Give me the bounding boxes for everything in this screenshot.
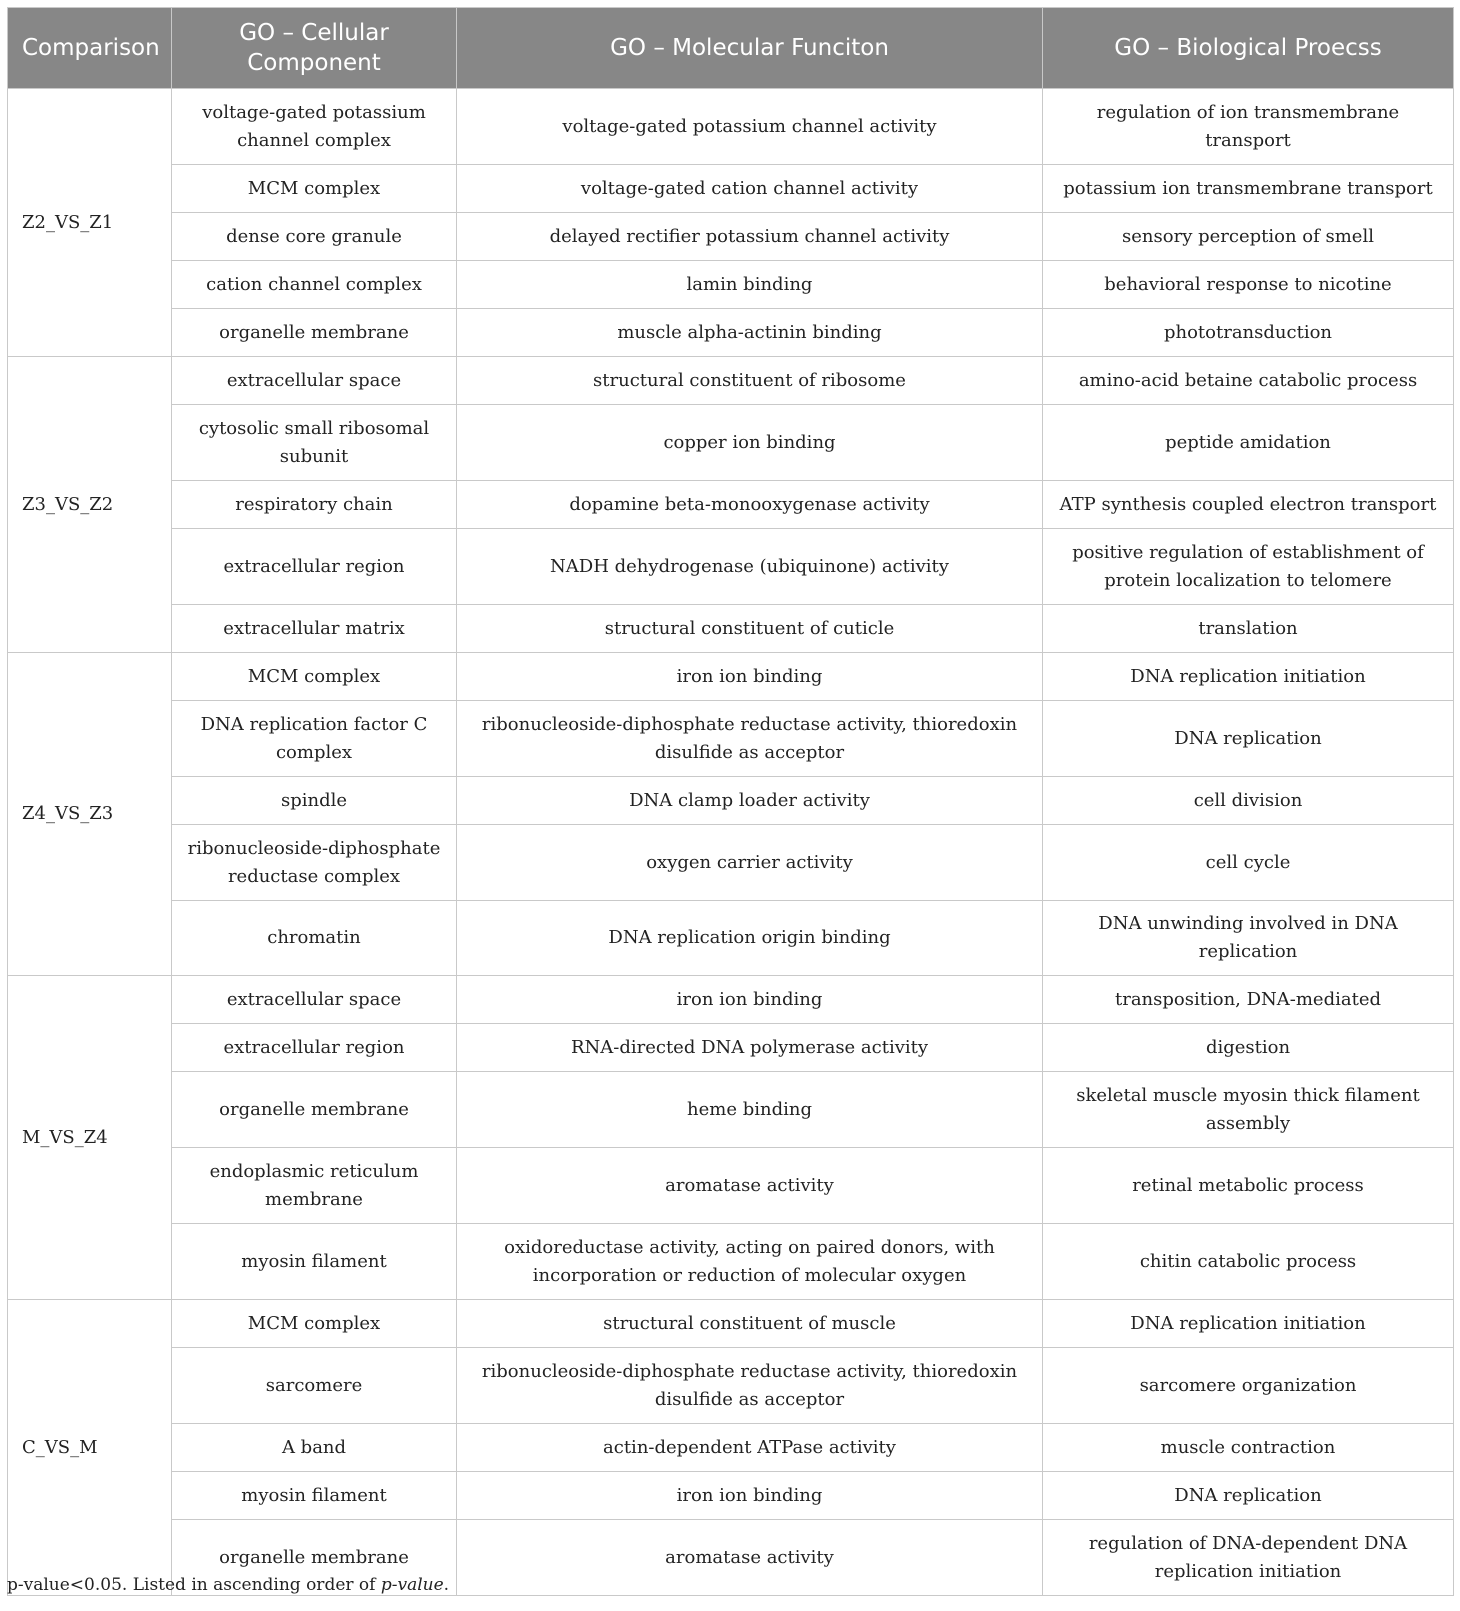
molecular-function-cell: voltage-gated cation channel activity <box>457 165 1043 213</box>
header-biological-process: GO – Biological Proecss <box>1043 8 1454 89</box>
cellular-component-cell: organelle membrane <box>172 309 457 357</box>
comparison-cell: Z3_VS_Z2 <box>8 357 172 653</box>
biological-process-cell: translation <box>1043 605 1454 653</box>
cellular-component-cell: extracellular matrix <box>172 605 457 653</box>
footnote-text: p-value<0.05. Listed in ascending order of <box>7 1575 381 1595</box>
cellular-component-cell: cytosolic small ribosomal subunit <box>172 405 457 481</box>
cellular-component-cell: extracellular region <box>172 1024 457 1072</box>
molecular-function-cell: aromatase activity <box>457 1148 1043 1224</box>
table-row <box>8 1148 1454 1224</box>
biological-process-cell: transposition, DNA-mediated <box>1043 976 1454 1024</box>
biological-process-cell: DNA replication <box>1043 1472 1454 1520</box>
table-row <box>8 1072 1454 1148</box>
biological-process-cell: retinal metabolic process <box>1043 1148 1454 1224</box>
comparison-cell: M_VS_Z4 <box>8 976 172 1300</box>
table-row <box>8 357 1454 405</box>
biological-process-cell: peptide amidation <box>1043 405 1454 481</box>
table-row <box>8 653 1454 701</box>
cellular-component-cell: ribonucleoside-diphosphate reductase complex <box>172 825 457 901</box>
header-molecular-function: GO – Molecular Funciton <box>457 8 1043 89</box>
comparison-cell: Z2_VS_Z1 <box>8 89 172 357</box>
biological-process-cell: DNA replication <box>1043 701 1454 777</box>
cellular-component-cell: organelle membrane <box>172 1072 457 1148</box>
table-row <box>8 165 1454 213</box>
molecular-function-cell: structural constituent of muscle <box>457 1300 1043 1348</box>
molecular-function-cell: NADH dehydrogenase (ubiquinone) activity <box>457 529 1043 605</box>
molecular-function-cell: delayed rectifier potassium channel activity <box>457 213 1043 261</box>
biological-process-cell: cell cycle <box>1043 825 1454 901</box>
table-row <box>8 1424 1454 1472</box>
biological-process-cell: potassium ion transmembrane transport <box>1043 165 1454 213</box>
table-row <box>8 1300 1454 1348</box>
cellular-component-cell: DNA replication factor C complex <box>172 701 457 777</box>
biological-process-cell: digestion <box>1043 1024 1454 1072</box>
cellular-component-cell: spindle <box>172 777 457 825</box>
table-row <box>8 825 1454 901</box>
molecular-function-cell: structural constituent of ribosome <box>457 357 1043 405</box>
molecular-function-cell: ribonucleoside-diphosphate reductase activity, thioredoxin disulfide as acceptor <box>457 701 1043 777</box>
table-header <box>8 8 1454 89</box>
biological-process-cell: cell division <box>1043 777 1454 825</box>
biological-process-cell: skeletal muscle myosin thick filament assembly <box>1043 1072 1454 1148</box>
molecular-function-cell: structural constituent of cuticle <box>457 605 1043 653</box>
molecular-function-cell: DNA replication origin binding <box>457 901 1043 976</box>
table-row <box>8 529 1454 605</box>
table-row <box>8 901 1454 976</box>
cellular-component-cell: myosin filament <box>172 1472 457 1520</box>
cellular-component-cell: MCM complex <box>172 653 457 701</box>
cellular-component-cell: extracellular region <box>172 529 457 605</box>
biological-process-cell: amino-acid betaine catabolic process <box>1043 357 1454 405</box>
cellular-component-cell: dense core granule <box>172 213 457 261</box>
header-cellular-component: GO – Cellular Component <box>172 8 457 89</box>
biological-process-cell: DNA replication initiation <box>1043 653 1454 701</box>
molecular-function-cell: RNA-directed DNA polymerase activity <box>457 1024 1043 1072</box>
cellular-component-cell: extracellular space <box>172 976 457 1024</box>
comparison-cell: Z4_VS_Z3 <box>8 653 172 976</box>
molecular-function-cell: iron ion binding <box>457 976 1043 1024</box>
table-footnote <box>7 1575 449 1595</box>
table-row <box>8 1024 1454 1072</box>
molecular-function-cell: heme binding <box>457 1072 1043 1148</box>
table-row <box>8 777 1454 825</box>
molecular-function-cell: voltage-gated potassium channel activity <box>457 89 1043 165</box>
cellular-component-cell: MCM complex <box>172 165 457 213</box>
table-row <box>8 605 1454 653</box>
molecular-function-cell: muscle alpha-actinin binding <box>457 309 1043 357</box>
header-row <box>8 8 1454 89</box>
molecular-function-cell: aromatase activity <box>457 1520 1043 1596</box>
cellular-component-cell: chromatin <box>172 901 457 976</box>
comparison-cell: C_VS_M <box>8 1300 172 1596</box>
cellular-component-cell: respiratory chain <box>172 481 457 529</box>
table-row <box>8 481 1454 529</box>
table-row <box>8 213 1454 261</box>
biological-process-cell: sensory perception of smell <box>1043 213 1454 261</box>
biological-process-cell: behavioral response to nicotine <box>1043 261 1454 309</box>
footnote-end: . <box>443 1575 450 1595</box>
go-enrichment-table-container <box>7 7 1453 1596</box>
molecular-function-cell: oxidoreductase activity, acting on paired donors, with incorporation or reduction of molecular oxygen <box>457 1224 1043 1300</box>
cellular-component-cell: endoplasmic reticulum membrane <box>172 1148 457 1224</box>
cellular-component-cell: voltage-gated potassium channel complex <box>172 89 457 165</box>
molecular-function-cell: lamin binding <box>457 261 1043 309</box>
molecular-function-cell: iron ion binding <box>457 1472 1043 1520</box>
biological-process-cell: positive regulation of establishment of protein localization to telomere <box>1043 529 1454 605</box>
molecular-function-cell: copper ion binding <box>457 405 1043 481</box>
table-row <box>8 261 1454 309</box>
table-row <box>8 309 1454 357</box>
cellular-component-cell: organelle membrane <box>172 1520 457 1596</box>
go-enrichment-table <box>7 7 1454 1596</box>
biological-process-cell: ATP synthesis coupled electron transport <box>1043 481 1454 529</box>
biological-process-cell: phototransduction <box>1043 309 1454 357</box>
cellular-component-cell: extracellular space <box>172 357 457 405</box>
biological-process-cell: muscle contraction <box>1043 1424 1454 1472</box>
molecular-function-cell: oxygen carrier activity <box>457 825 1043 901</box>
table-row <box>8 1472 1454 1520</box>
cellular-component-cell: MCM complex <box>172 1300 457 1348</box>
biological-process-cell: regulation of ion transmembrane transport <box>1043 89 1454 165</box>
biological-process-cell: chitin catabolic process <box>1043 1224 1454 1300</box>
molecular-function-cell: ribonucleoside-diphosphate reductase activity, thioredoxin disulfide as acceptor <box>457 1348 1043 1424</box>
molecular-function-cell: iron ion binding <box>457 653 1043 701</box>
table-row <box>8 1224 1454 1300</box>
molecular-function-cell: actin-dependent ATPase activity <box>457 1424 1043 1472</box>
biological-process-cell: regulation of DNA-dependent DNA replication initiation <box>1043 1520 1454 1596</box>
biological-process-cell: DNA replication initiation <box>1043 1300 1454 1348</box>
footnote-emphasis: p-value <box>380 1575 444 1595</box>
table-body <box>8 89 1454 1596</box>
cellular-component-cell: cation channel complex <box>172 261 457 309</box>
table-row <box>8 89 1454 165</box>
biological-process-cell: sarcomere organization <box>1043 1348 1454 1424</box>
table-row <box>8 701 1454 777</box>
table-row <box>8 976 1454 1024</box>
molecular-function-cell: DNA clamp loader activity <box>457 777 1043 825</box>
cellular-component-cell: sarcomere <box>172 1348 457 1424</box>
header-comparison: Comparison <box>8 8 172 89</box>
table-row <box>8 1348 1454 1424</box>
biological-process-cell: DNA unwinding involved in DNA replication <box>1043 901 1454 976</box>
cellular-component-cell: A band <box>172 1424 457 1472</box>
molecular-function-cell: dopamine beta-monooxygenase activity <box>457 481 1043 529</box>
cellular-component-cell: myosin filament <box>172 1224 457 1300</box>
table-row <box>8 405 1454 481</box>
